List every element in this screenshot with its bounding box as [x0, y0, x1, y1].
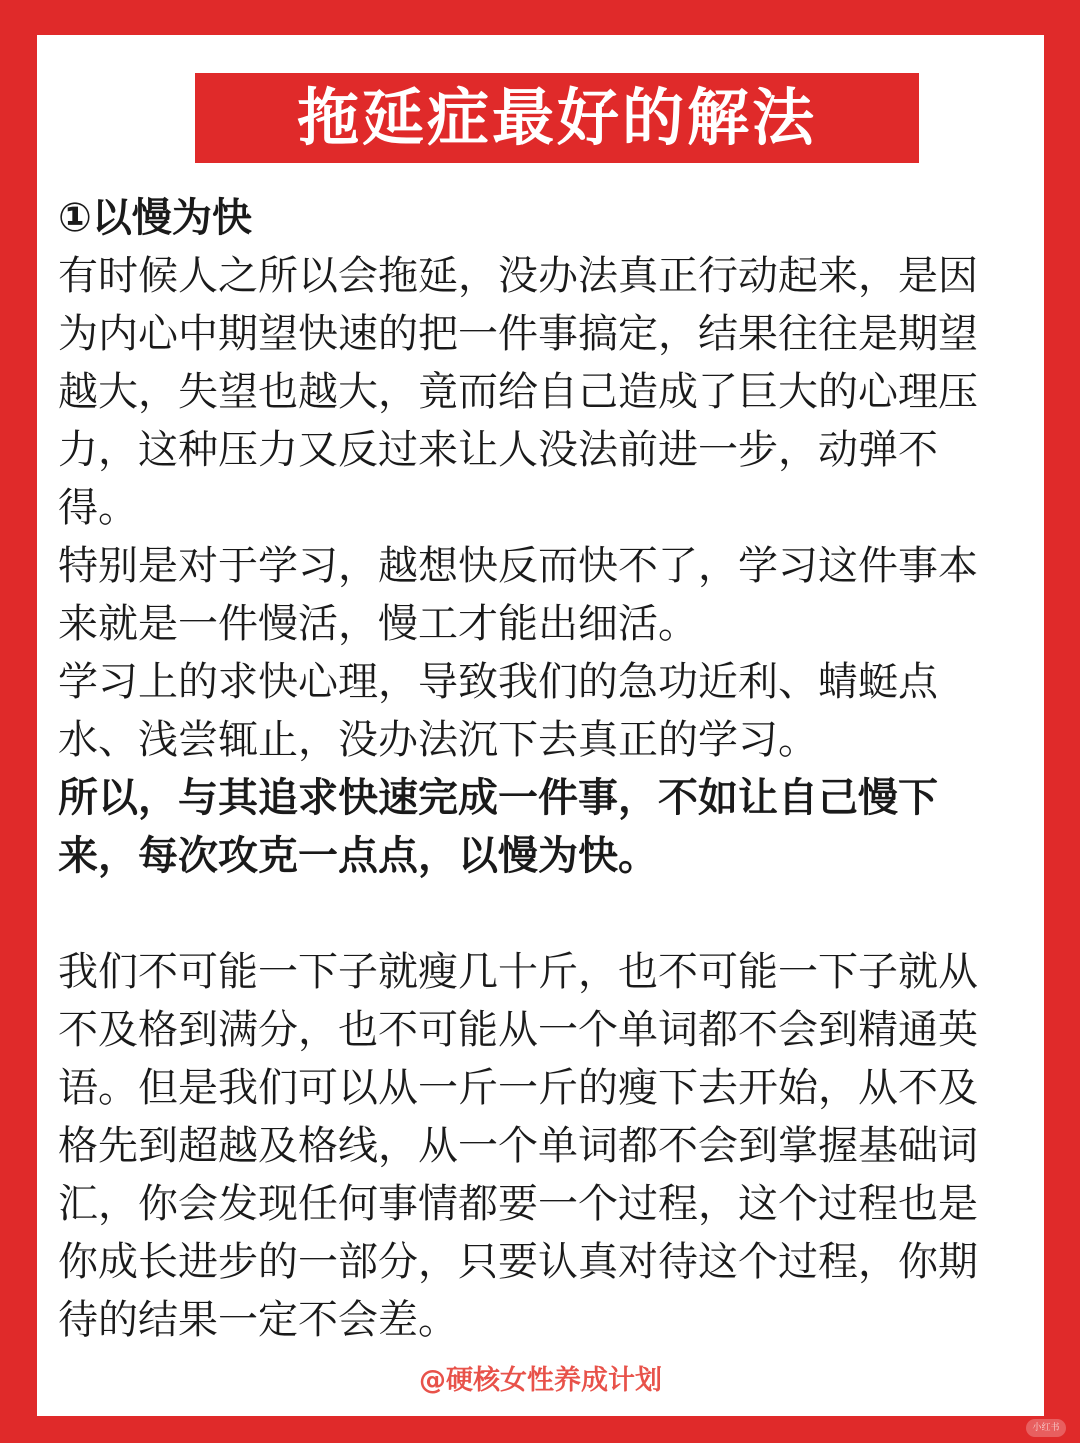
platform-logo: 小红书: [1026, 1419, 1066, 1437]
paragraph-2: 特别是对于学习，越想快反而快不了，学习这件事本来就是一件慢活，慢工才能出细活。: [58, 543, 978, 647]
paragraph-4-emphasis: 所以，与其追求快速完成一件事，不如让自己慢下来，每次攻克一点点，以慢为快。: [58, 775, 938, 879]
article-body: [58, 189, 1008, 1349]
content-card: [37, 35, 1044, 1416]
title-banner: [195, 73, 919, 163]
paragraph-5: 我们不可能一下子就瘦几十斤，也不可能一下子就从不及格到满分，也不可能从一个单词都不会到精通英语。但是我们可以从一斤一斤的瘦下去开始，从不及格先到超越及格线，从一个单词都不会到掌握基础词汇，你会发现任何事情都要一个过程，这个过程也是你成长进步的一部分，只要认真对待这个过程，你期待的结果一定不会差。: [58, 949, 978, 1343]
paragraph-spacer: [58, 885, 1008, 943]
paragraph-3: 学习上的求快心理，导致我们的急功近利、蜻蜓点水、浅尝辄止，没办法沉下去真正的学习。: [58, 659, 938, 763]
paragraph-1: 有时候人之所以会拖延，没办法真正行动起来，是因为内心中期望快速的把一件事搞定，结果往往是期望越大，失望也越大，竟而给自己造成了巨大的心理压力，这种压力又反过来让人没法前进一步，动弹不得。: [58, 253, 978, 531]
author-watermark: @硬核女性养成计划: [419, 1365, 662, 1396]
page-title: 拖延症最好的解法: [296, 81, 817, 154]
section-heading: ①以慢为快: [58, 195, 252, 241]
